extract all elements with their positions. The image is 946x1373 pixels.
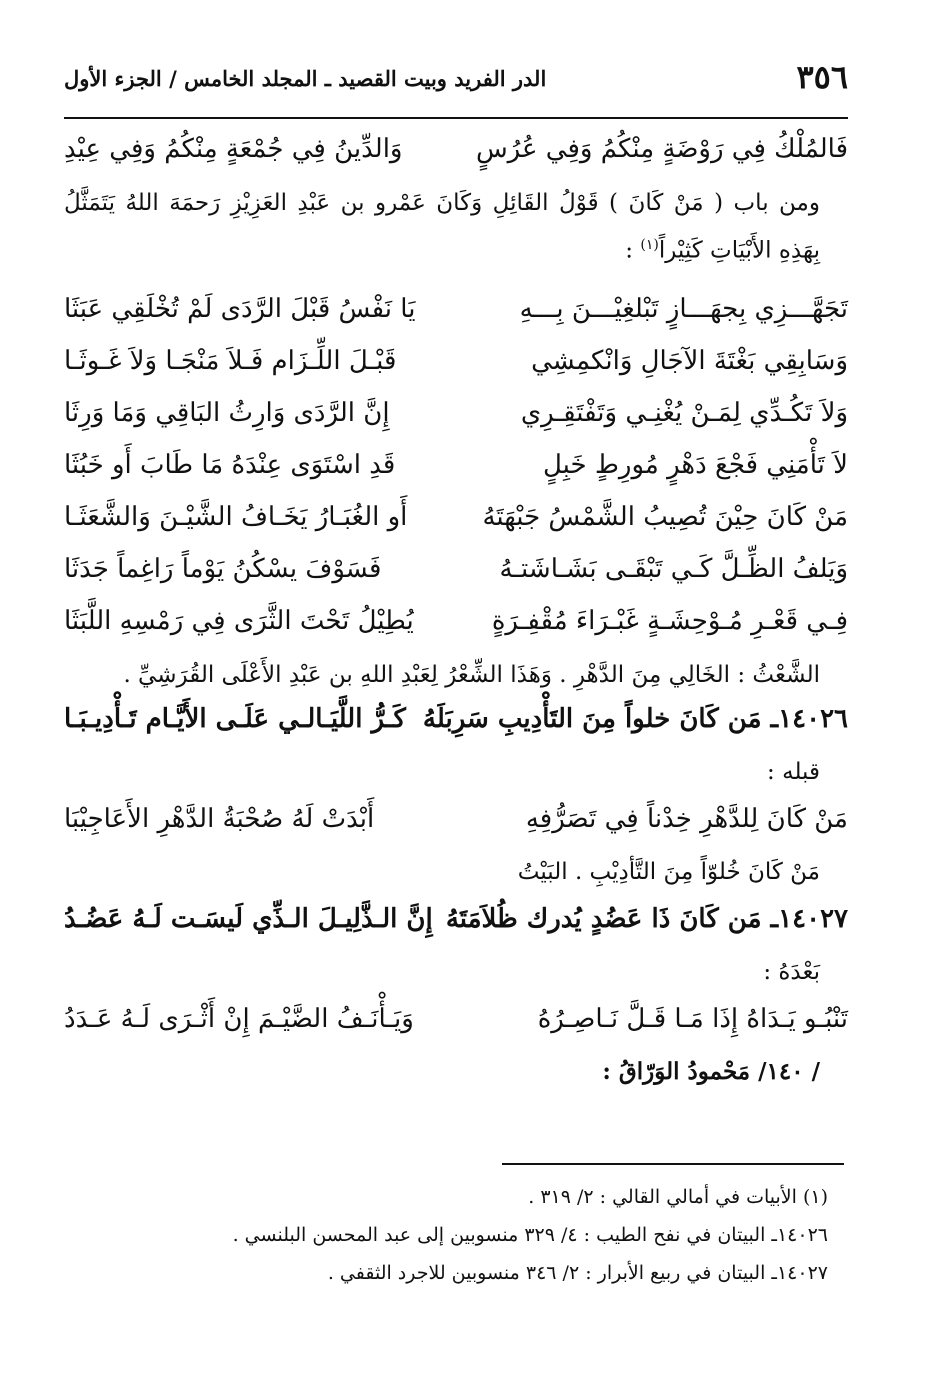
verse-first-hemistich: تَجَهَّـــزِي بِجهَـــازٍ تَبْلغِيْـــنَ بِـــهِ (519, 293, 848, 324)
verse-line (64, 390, 848, 442)
verse-first-hemistich: تَنْبُـو يَـدَاهُ إِذَا مَـا قَـلَّ نَـاصِـرُهُ (537, 1003, 848, 1034)
verse-first-hemistich: ١٤٠٢٧ـ مَن كَانَ ذَا عَضُدٍ يُدرك ظُلاَمَتَهُ (445, 903, 848, 934)
verse-second-hemistich: إِنَّ الـذَّلِيـلَ الـذِّي لَيسَـت لَـهُ عَضُـدُ (64, 903, 433, 934)
verse-first-hemistich: وَيَلفُ الظِّـلَّ كَـي تَبْقَـى بَشَـاشَتـهُ (499, 553, 848, 584)
verse-line (64, 796, 848, 848)
verse-second-hemistich: وَيَـأْنَـفُ الضَّيْـمَ إِنْ أَثْـرَى لَـهُ عَـدَدُ (64, 1003, 414, 1034)
verse-line (64, 338, 848, 390)
page-body (64, 126, 848, 1096)
verse-second-hemistich: أَو الغُبَـارُ يَخَـافُ الشَّيْـنَ وَالشَّعَثَـا (64, 501, 408, 532)
footnote: ١٤٠٢٦ـ البيتان في نفح الطيب : ٤/ ٣٢٩ منسوبين إلى عبد المحسن البلنسي . (232, 1224, 828, 1246)
header-rule (64, 117, 848, 119)
badahu-label: بَعْدَهُ : (763, 958, 820, 985)
verse-second-hemistich: قَدِ اسْتَوَى عِنْدَهُ مَا طَابَ أَو خَبُثَا (64, 449, 396, 480)
verse-second-hemistich: وَالدِّينُ فِي جُمْعَةٍ مِنْكُمُ وَفِي عِيْدِ (64, 134, 403, 164)
qablahu-label: قبله : (767, 758, 820, 785)
verse-second-hemistich: أَبْدَتْ لَهُ صُحْبَةُ الدَّهْرِ الأَعَاجِيْبَا (64, 803, 375, 834)
verse-second-hemistich: يَا نَفْسُ قَبْلَ الرَّدَى لَمْ تُخْلَقِي عَبَثَا (64, 293, 416, 324)
verse-second-hemistich: يُطِيْلُ تَحْتَ الثَّرَى فِي رَمْسِهِ اللَّبَثَا (64, 605, 414, 636)
verse-line (64, 494, 848, 546)
section-heading: / ١٤٠/ مَحْمودُ الوَرّاقُ : (602, 1057, 820, 1085)
verse-first-hemistich: مَنْ كَانَ لِلدَّهْرِ خِدْناً فِي تَصَرُّفِهِ (525, 803, 848, 834)
verse-line (64, 442, 848, 494)
entry-verse-14027 (64, 896, 848, 948)
verse-second-hemistich: كَـرُّ اللَّيَـالـي عَلَـى الأَيَّـام تَـأْدِيـبَـا (64, 703, 406, 734)
verse-first-hemistich: مَنْ كَانَ حِيْنَ تُصِيبُ الشَّمْسُ جَبْهَتَهُ (482, 501, 848, 532)
footnotes (64, 1178, 848, 1292)
footnote: (١) الأبيات في أمالي القالي : ٢/ ٣١٩ . (528, 1186, 828, 1208)
intro-text: ومن باب ( مَنْ كَانَ ) قَوْلُ القَائِلِ وَكَانَ عَمْرو بن عَبْدِ العَزِيْزِ رَحمَهَ اللهُ يَتَمَثَّلُ بِهَذِهِ الأَبْيَاتِ كَثِيْراً (64, 190, 820, 264)
verse-first-hemistich: وَلاَ تَكُـدِّي لِمَـنْ يُغْنِـي وَتَفْتَقِـرِي (520, 397, 848, 428)
verse-second-hemistich: إِنَّ الرَّدَى وَارِثُ البَاقِي وَمَا وَرِثَا (64, 397, 390, 428)
verse-line (64, 286, 848, 338)
spacer (64, 272, 848, 286)
gloss-line: الشَّعْثُ : الخَالِي مِنَ الدَّهْرِ . وَهَذَا الشِّعْرُ لِعَبْدِ اللهِ بن عَبْدِ الأَعْلَى القُرَشِيِّ . (123, 661, 820, 688)
verse-second-hemistich: فَسَوْفَ يسْكُنُ يَوْماً رَاغِماً جَدَثَا (64, 553, 382, 584)
entry-verse-14026 (64, 696, 848, 748)
intro-colon: : (625, 237, 641, 264)
bayt-reference-line: مَنْ كَانَ خُلوّاً مِنَ التَّأدِيْبِ . البَيْتُ (517, 858, 820, 885)
footnote-marker: (١) (640, 237, 659, 253)
page-number: ٣٥٦ (796, 58, 848, 96)
running-title: الدر الفريد وبيت القصيد ـ المجلد الخامس / الجزء الأول (64, 66, 547, 91)
page-header (64, 58, 848, 108)
verse-line (64, 126, 848, 178)
footnote: ١٤٠٢٧ـ البيتان في ربيع الأبرار : ٢/ ٣٤٦ منسوبين للاجرد الثقفي . (327, 1262, 828, 1284)
verse-second-hemistich: قَبْـلَ اللِّـزَام فَـلاَ مَنْجَـا وَلاَ غَـوثَـا (64, 345, 397, 376)
verse-first-hemistich: ١٤٠٢٦ـ مَن كَانَ خلواً مِنَ التَأْدِيبِ سَرِبَلَهُ (422, 703, 848, 734)
verse-line (64, 996, 848, 1048)
verse-line (64, 598, 848, 650)
verse-first-hemistich: فَالمُلْكُ فِي رَوْضَةٍ مِنْكُمُ وَفِي عُرُسٍ (475, 134, 848, 164)
verse-first-hemistich: وَسَابِقِي بَغْتَةَ الآجَالِ وَانْكمِشِي (531, 345, 848, 376)
verse-first-hemistich: لاَ تَأْمَنِي فَجْعَ دَهْرٍ مُورِطٍ خَبِلٍ (542, 449, 848, 480)
verse-line (64, 546, 848, 598)
intro-paragraph (64, 182, 848, 272)
verse-first-hemistich: فِـي قَعْـرِ مُـوْحِشَـةٍ غَبْـرَاءَ مُقْفِـرَةٍ (491, 605, 848, 636)
footnote-rule (502, 1163, 844, 1165)
